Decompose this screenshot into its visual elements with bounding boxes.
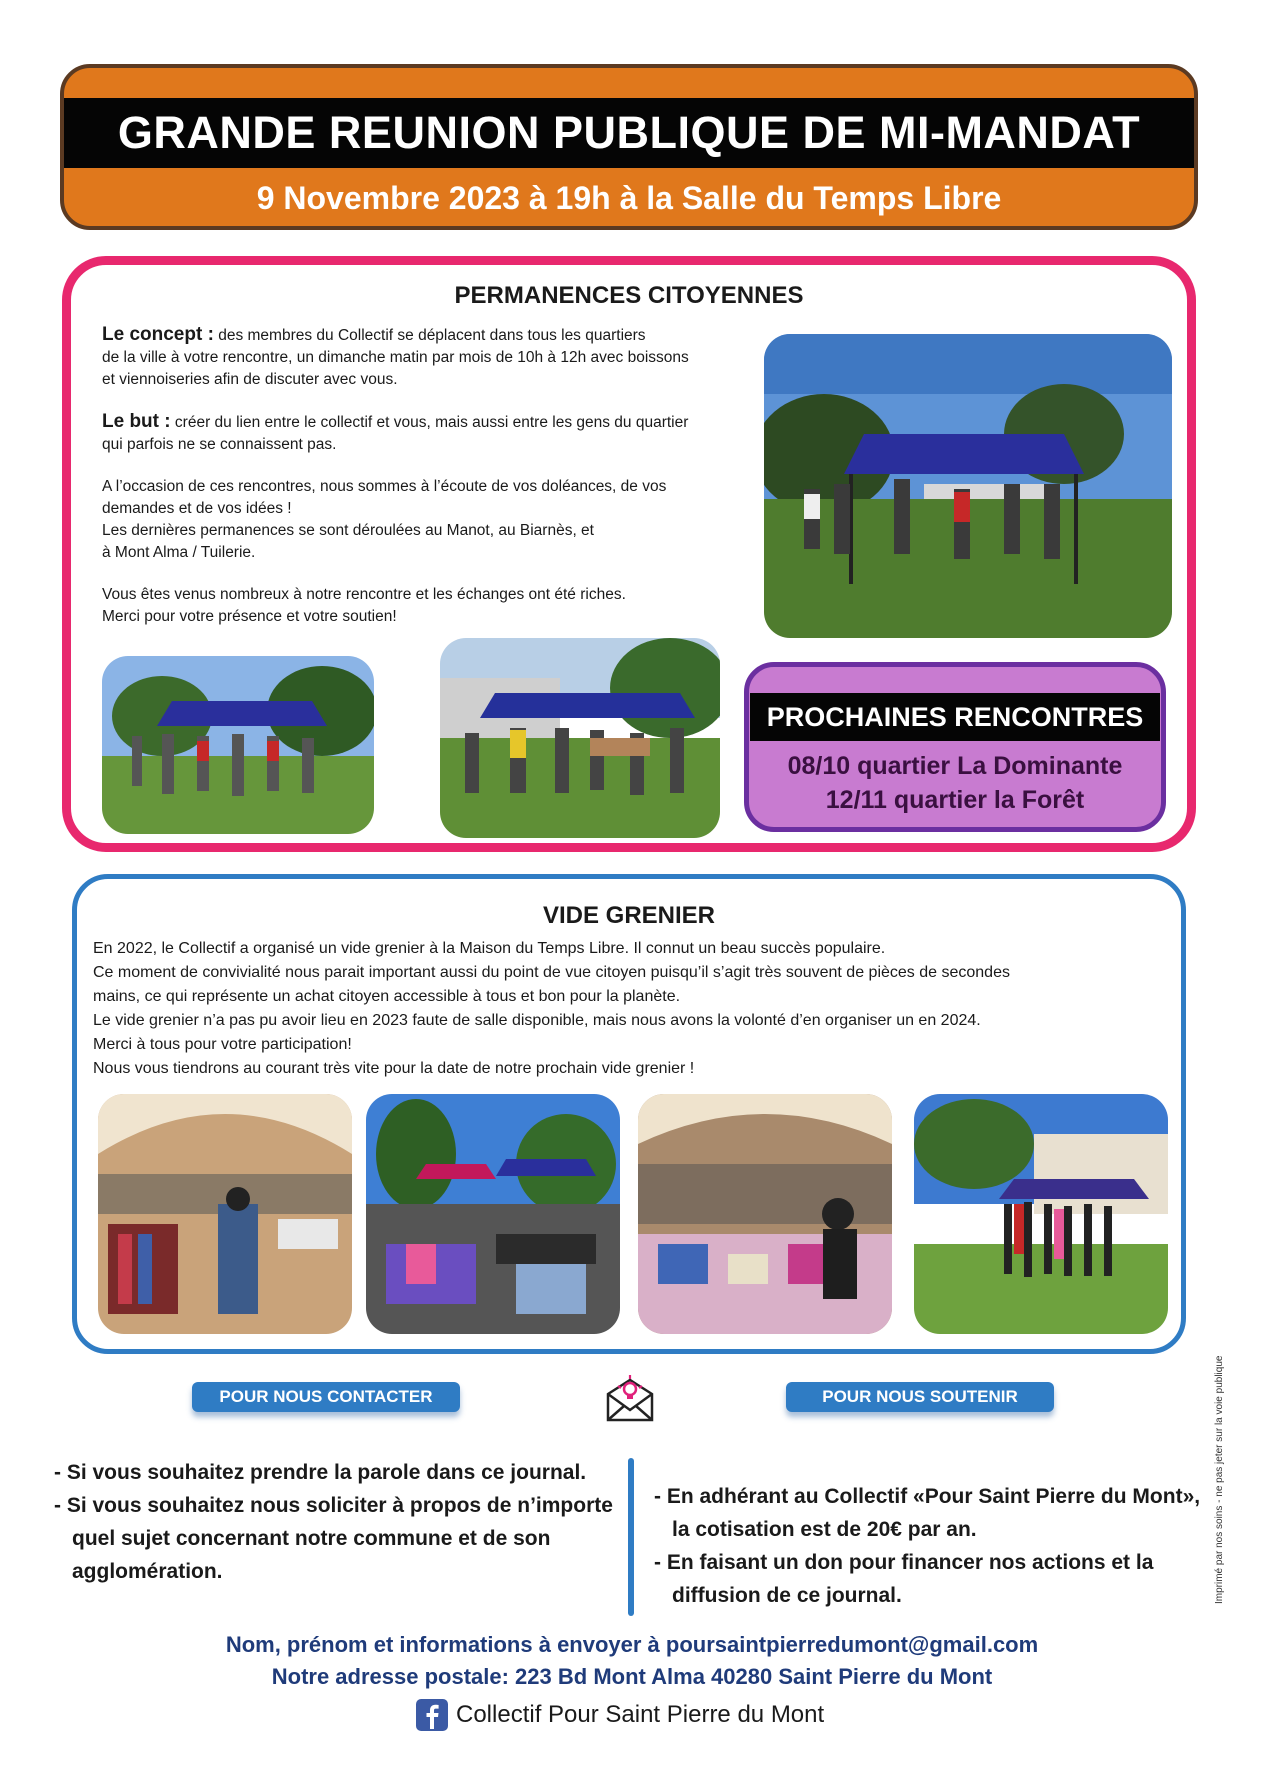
thanks-text: Vous êtes venus nombreux à notre rencontre et les échanges ont été riches. [102,586,626,603]
facebook-page-name: Collectif Pour Saint Pierre du Mont [456,1701,825,1728]
contact-us-button[interactable]: POUR NOUS CONTACTER [192,1382,460,1412]
list-item: - Si vous souhaitez nous soliciter à propos de n’importe quel sujet concernant notre commune et de son agglomération. [54,1494,613,1583]
envelope-lightbulb-icon [604,1372,656,1426]
support-us-button[interactable]: POUR NOUS SOUTENIR [786,1382,1054,1412]
vide-grenier-photo-1 [98,1094,352,1334]
vide-grenier-line: Nous vous tiendrons au courant très vite pour la date de notre prochain vide grenier ! [93,1060,695,1077]
print-note: Imprimé par nos soins - ne pas jeter sur la voie publique [1214,1355,1225,1604]
thanks-text: Merci pour votre présence et votre soutien! [102,608,397,625]
email-line: Nom, prénom et informations à envoyer à poursaintpierredumont@gmail.com [225,1632,1039,1657]
address-line: Notre adresse postale: 223 Bd Mont Alma 40280 Saint Pierre du Mont [271,1664,993,1689]
column-divider [628,1458,634,1616]
support-reasons-list [654,1480,1216,1612]
vide-grenier-photo-3 [638,1094,892,1334]
but-text: créer du lien entre le collectif et vous, mais aussi entre les gens du quartier [170,414,689,431]
occasion-text: à Mont Alma / Tuilerie. [102,544,256,561]
facebook-icon [416,1699,448,1731]
concept-text: de la ville à votre rencontre, un dimanche matin par mois de 10h à 12h avec boissons [102,349,689,366]
page-title: GRANDE REUNION PUBLIQUE DE MI-MANDAT [64,98,1194,168]
occasion-text: A l’occasion de ces rencontres, nous sommes à l’écoute de vos doléances, de vos [102,478,667,495]
permanence-photo-large [764,334,1172,638]
next-meetings-title: PROCHAINES RENCONTRES [750,693,1160,741]
vide-grenier-line: Ce moment de convivialité nous parait important aussi du point de vue citoyen puisqu’il s’agit très souvent de pièces de secondes [93,964,1010,981]
vide-grenier-title: VIDE GRENIER [542,902,716,929]
vide-grenier-line: En 2022, le Collectif a organisé un vide grenier à la Maison du Temps Libre. Il connut un beau succès populaire. [93,940,886,957]
vide-grenier-line: Le vide grenier n’a pas pu avoir lieu en 2023 faute de salle disponible, mais nous avons la volonté d’en organiser un en 2024. [93,1012,981,1029]
occasion-text: demandes et de vos idées ! [102,500,292,517]
list-item: - En adhérant au Collectif «Pour Saint Pierre du Mont», la cotisation est de 20€ par an. [654,1485,1201,1541]
but-label: Le but : [102,411,171,432]
event-date-subtitle: 9 Novembre 2023 à 19h à la Salle du Temps Libre [256,180,1002,216]
vide-grenier-photo-2 [366,1094,620,1334]
permanence-photo-1 [102,656,374,834]
next-meeting-item: 08/10 quartier La Dominante [787,752,1123,780]
next-meeting-item: 12/11 quartier la Forêt [825,786,1085,814]
contact-reasons-list [54,1456,614,1588]
permanences-title: PERMANENCES CITOYENNES [454,282,804,309]
concept-text: des membres du Collectif se déplacent dans tous les quartiers [213,327,646,344]
facebook-link[interactable] [416,1698,836,1732]
list-item: - Si vous souhaitez prendre la parole dans ce journal. [54,1461,587,1484]
occasion-text: Les dernières permanences se sont déroulées au Manot, au Biarnès, et [102,522,594,539]
concept-text: et viennoiseries afin de discuter avec vous. [102,371,398,388]
concept-label: Le concept : [102,324,214,345]
but-text: qui parfois ne se connaissent pas. [102,436,337,453]
list-item: - En faisant un don pour financer nos actions et la diffusion de ce journal. [654,1551,1154,1607]
vide-grenier-line: Merci à tous pour votre participation! [93,1036,352,1053]
vide-grenier-line: mains, ce qui représente un achat citoyen accessible à tous et bon pour la planète. [93,988,681,1005]
vide-grenier-photo-4 [914,1094,1168,1334]
permanences-text [102,324,762,648]
permanence-photo-2 [440,638,720,838]
vide-grenier-text [93,937,1173,1081]
